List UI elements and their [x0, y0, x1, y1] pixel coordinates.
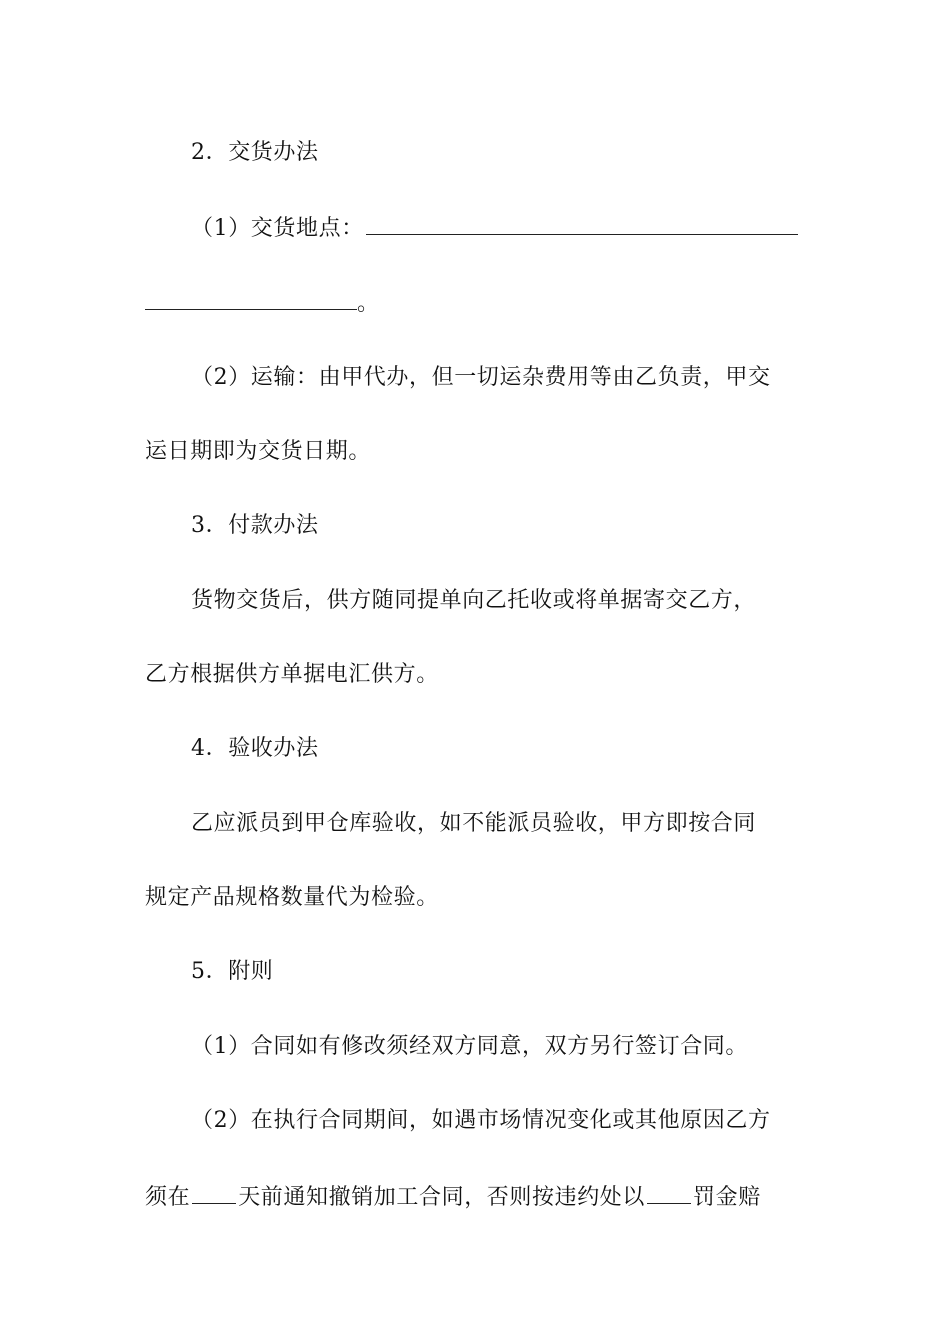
- acceptance-line-1: [145, 809, 853, 839]
- appendix-text-part-c: 罚金赔: [693, 1185, 761, 1210]
- heading-text: 3．付款办法: [191, 513, 319, 538]
- acceptance-text: 乙应派员到甲仓库验收，如不能派员验收，甲方即按合同: [191, 811, 757, 836]
- heading-text: 2．交货办法: [191, 140, 319, 165]
- payment-text: 货物交货后，供方随同提单向乙托收或将单据寄交乙方，: [191, 588, 757, 613]
- appendix-item-2-line-1: [145, 1106, 853, 1136]
- section-heading-payment: [145, 511, 853, 541]
- delivery-location-blank: [366, 212, 798, 235]
- transport-text-continued: 运日期即为交货日期。: [145, 439, 372, 464]
- days-blank: [192, 1181, 236, 1204]
- penalty-blank: [647, 1181, 691, 1204]
- section-heading-delivery: [145, 138, 853, 168]
- section-heading-appendix: [145, 957, 853, 987]
- transport-line-1: [145, 363, 853, 393]
- transport-text: （2）运输：由甲代办，但一切运杂费用等由乙负责，甲交: [191, 365, 771, 390]
- heading-text: 5．附则: [191, 959, 274, 984]
- delivery-location-label: （1）交货地点：: [191, 216, 364, 241]
- acceptance-text-continued: 规定产品规格数量代为检验。: [145, 885, 439, 910]
- appendix-text-part-a: 须在: [145, 1185, 191, 1210]
- delivery-location-blank-continued: [145, 287, 357, 310]
- period-mark: 。: [357, 291, 380, 316]
- appendix-text: （1）合同如有修改须经双方同意，双方另行签订合同。: [191, 1034, 748, 1059]
- acceptance-line-2: [145, 883, 807, 913]
- appendix-item-2-line-2: [145, 1181, 807, 1213]
- payment-line-1: [145, 586, 853, 616]
- heading-text: 4．验收办法: [191, 736, 319, 761]
- delivery-location-continuation: [145, 287, 807, 319]
- payment-line-2: [145, 660, 807, 690]
- delivery-location-line: [145, 212, 853, 244]
- appendix-item-1: [145, 1032, 853, 1062]
- section-heading-acceptance: [145, 734, 853, 764]
- appendix-text-part-b: 天前通知撤销加工合同，否则按违约处以: [238, 1185, 646, 1210]
- payment-text-continued: 乙方根据供方单据电汇供方。: [145, 662, 439, 687]
- appendix-text: （2）在执行合同期间，如遇市场情况变化或其他原因乙方: [191, 1108, 771, 1133]
- transport-line-2: [145, 437, 807, 467]
